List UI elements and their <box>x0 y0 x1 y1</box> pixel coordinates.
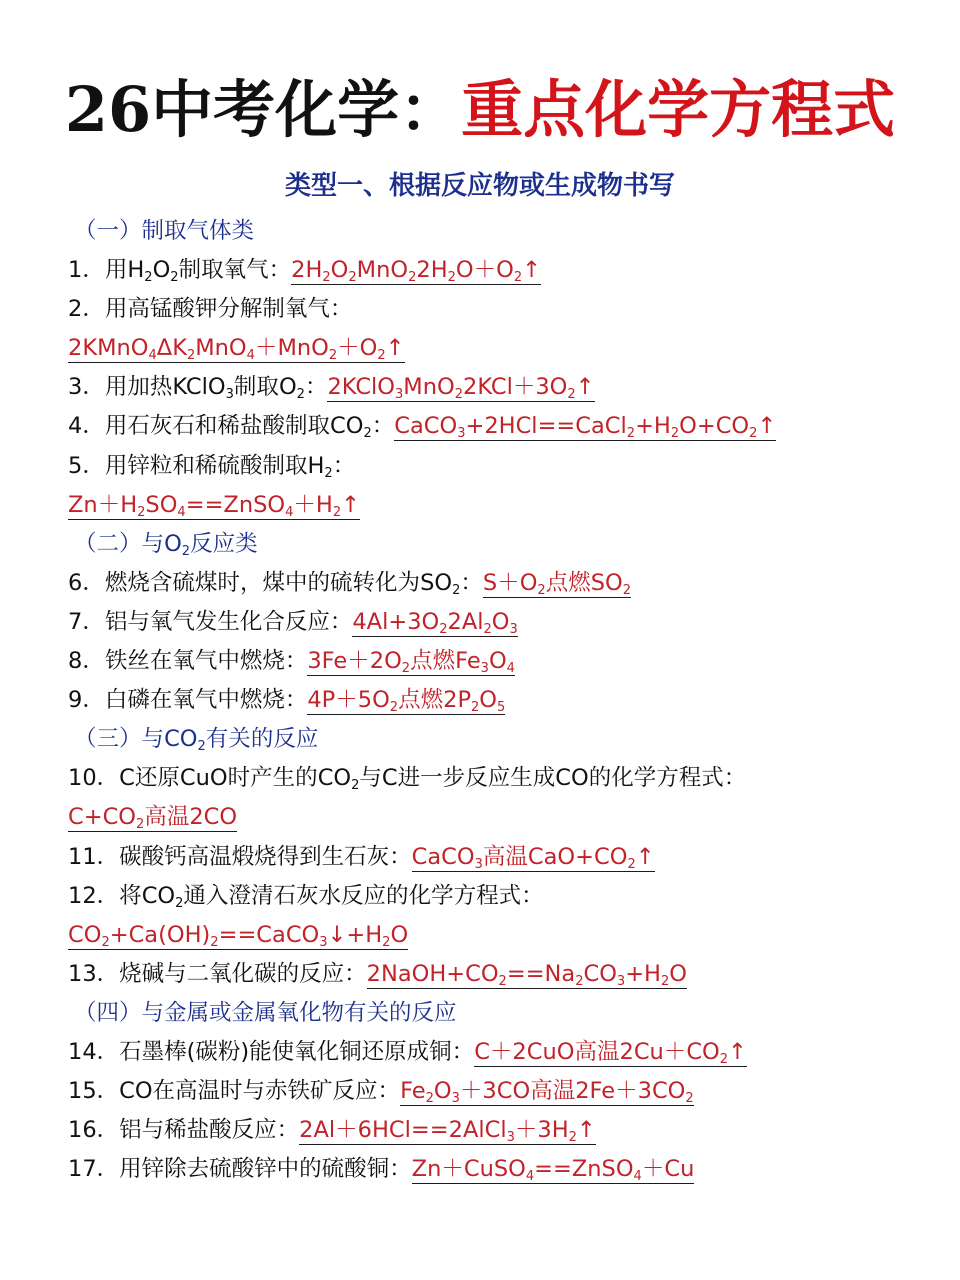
title-part-red: 重点化学方程式 <box>461 73 896 146</box>
list-item <box>68 877 928 916</box>
item-prompt: 7．铝与氧气发生化合反应： <box>68 608 353 635</box>
item-prompt: 17．用锌除去硫酸锌中的硫酸铜： <box>68 1156 412 1183</box>
item-prompt: 12．将$CO_2$通入澄清石灰水反应的化学方程式： <box>68 882 544 911</box>
group-heading: （二）与$O_2$反应类 <box>74 530 258 559</box>
list-item <box>68 603 928 642</box>
item-answer: C＋2CuO高温$2Cu+CO_2↑$ <box>474 1038 747 1067</box>
list-item <box>68 838 928 877</box>
list-item <box>68 251 928 290</box>
item-prompt: 14．石墨棒(碳粉)能使氧化铜还原成铜： <box>68 1038 475 1065</box>
item-answer: CaCO$_3$高温$CaO+CO_2↑$ <box>411 843 655 872</box>
list-item-answer-line <box>68 916 928 955</box>
item-answer: $2Al+6HCl==2AlCl_3+3H_2↑$ <box>299 1117 596 1146</box>
group-heading: （四）与金属或金属氧化物有关的反应 <box>74 999 457 1026</box>
equation-list <box>68 212 928 1189</box>
list-item <box>68 447 928 486</box>
section-title: 类型一、根据反应物或生成物书写 <box>284 171 675 201</box>
item-answer: $Fe_2O_3+3CO$高温$2Fe+3CO_2$ <box>400 1078 694 1107</box>
item-answer: $S+O_2$点燃$SO_2$ <box>482 569 632 598</box>
list-item <box>68 759 928 798</box>
item-answer: $4Al+3O_22Al_2O_3$ <box>352 608 518 637</box>
group-heading: （一）制取气体类 <box>74 218 255 244</box>
item-prompt: 6．燃烧含硫煤时，煤中的硫转化为$SO_2$： <box>68 569 483 598</box>
item-answer: $3Fe+2O_2$点燃$Fe_3O_4$ <box>307 648 515 677</box>
item-answer: $2NaOH+CO_2==Na_2CO_3+H_2O$ <box>366 960 687 989</box>
list-item <box>68 290 928 329</box>
item-answer: $C+CO_2$高温2CO <box>68 804 238 833</box>
list-item-answer-line <box>68 798 928 837</box>
item-answer: $2KMnO_4\Delta K_2MnO_4+MnO_2+O_2↑$ <box>68 335 405 364</box>
item-prompt: 15．CO在高温时与赤铁矿反应： <box>68 1078 401 1105</box>
item-answer: $2KClO_3MnO_22KCl+3O_2↑$ <box>327 374 595 403</box>
list-item-answer-line <box>68 329 928 368</box>
item-prompt: 4．用石灰石和稀盐酸制取$CO_2$： <box>68 413 395 442</box>
item-answer: Zn＋CuSO$_4$==ZnSO$_4$＋Cu <box>411 1156 695 1185</box>
item-prompt: 11．碳酸钙高温煅烧得到生石灰： <box>68 843 412 870</box>
item-answer: $4P+5O_2$点燃$2P_2O_5$ <box>307 687 506 716</box>
group-heading: （三）与$CO_2$有关的反应 <box>74 726 319 755</box>
item-prompt: 5．用锌粒和稀硫酸制取$H_2$： <box>68 452 356 481</box>
list-item <box>68 1033 928 1072</box>
list-item <box>68 1072 928 1111</box>
item-prompt: 8．铁丝在氧气中燃烧： <box>68 648 308 675</box>
list-item <box>68 1150 928 1189</box>
item-prompt: 1．用$H_2O_2$制取氧气： <box>68 257 292 286</box>
item-prompt: 3．用加热KClO$_3$制取$O_2$： <box>68 374 328 403</box>
list-item <box>68 642 928 681</box>
item-prompt: 10．C还原CuO时产生的$CO_2$与C进一步反应生成CO的化学方程式： <box>68 765 747 794</box>
item-answer: $2H_2O_2MnO_22H_2O+O_2↑$ <box>291 257 541 286</box>
item-prompt: 9．白磷在氧气中燃烧： <box>68 687 308 714</box>
item-prompt: 2．用高锰酸钾分解制氧气： <box>68 296 353 323</box>
list-item <box>68 955 928 994</box>
title-part-black: 26中考化学： <box>64 73 462 146</box>
item-answer: $Zn+H_2SO_4==ZnSO_4+H_2↑$ <box>68 491 360 520</box>
item-prompt: 16．铝与稀盐酸反应： <box>68 1117 300 1144</box>
list-item <box>68 564 928 603</box>
list-item-answer-line <box>68 486 928 525</box>
list-item <box>68 681 928 720</box>
list-item <box>68 407 928 446</box>
page-title <box>0 68 960 152</box>
item-prompt: 13．烧碱与二氧化碳的反应： <box>68 960 367 987</box>
list-item <box>68 368 928 407</box>
item-answer: $CO_2+Ca(OH)_2==CaCO_3↓+H_2O$ <box>68 921 409 950</box>
item-answer: $CaCO_3+2HCl==CaCl_2+H_2O+CO_2↑$ <box>394 413 777 442</box>
list-item <box>68 1111 928 1150</box>
